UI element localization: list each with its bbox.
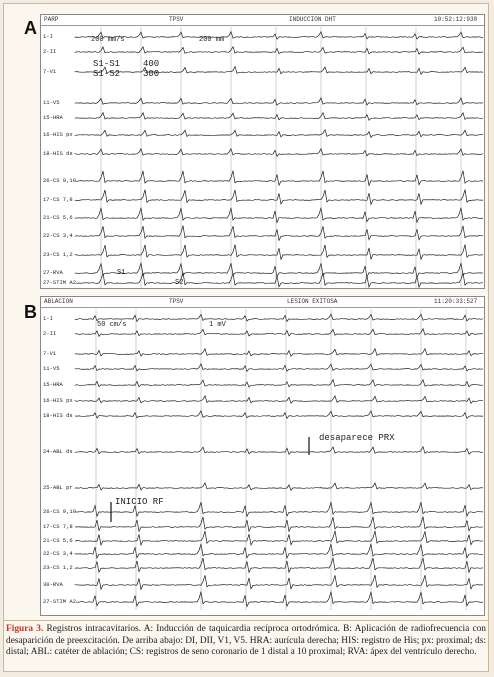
- panel-b-speed: 50 cm/s: [97, 321, 127, 329]
- lead-label: 27-RVA: [43, 269, 63, 276]
- lead-label: 11-V5: [43, 99, 60, 106]
- lead-label: 7-V1: [43, 350, 57, 357]
- panel-b-letter: B: [24, 302, 37, 322]
- lead-label: 15-HRA: [43, 114, 63, 121]
- panel-a-header-title: INDUCCION DHT: [289, 16, 336, 23]
- ecg-trace: [75, 314, 483, 321]
- lead-label: 7-V1: [43, 68, 57, 75]
- lead-label: 16-HIS px: [43, 397, 73, 404]
- lead-label: 18-HIS ds: [43, 150, 73, 157]
- lead-label: 17-CS 7,8: [43, 196, 73, 203]
- panel-a-header-mode: PARP: [44, 16, 59, 23]
- lead-label: 2-II: [43, 48, 57, 55]
- ecg-trace: [75, 190, 483, 205]
- panel-a-s1s1-value: 400: [143, 59, 160, 69]
- ecg-trace: [75, 208, 483, 223]
- lead-label: 22-CS 3,4: [43, 550, 73, 557]
- lead-label: 2-II: [43, 330, 57, 337]
- ecg-trace: [75, 380, 483, 388]
- lead-label: 25-ABL pr: [43, 484, 73, 491]
- lead-label: 23-CS 1,2: [43, 564, 73, 571]
- panel-a-s1s1-label: S1-S1: [93, 59, 121, 69]
- panel-a-traces: [41, 15, 485, 289]
- lead-label: 30-RVA: [43, 581, 63, 588]
- ecg-trace: [75, 558, 483, 573]
- lead-label: 23-CS 1,2: [43, 251, 73, 258]
- ecg-trace: [75, 32, 483, 39]
- panel-a-speed-2: 200 mm: [199, 36, 225, 44]
- ecg-trace: [75, 149, 483, 157]
- panel-b-header-mode: ABLACION: [44, 298, 73, 305]
- lead-label: 27-STIM A2: [43, 598, 77, 605]
- ecg-trace: [75, 245, 483, 260]
- lead-label: 21-CS 5,6: [43, 214, 73, 221]
- caption-text: Registros intracavitarios. A: Inducción de taquicardia recíproca ortodrómica. B: Aplicación de radiofrecuencia con desaparición de preexcitación. De arriba abajo: DI, DII, V1, V5. HRA: aurícula derecha; HIS: registro de His; px: proximal; ds: distal; ABL: catéter de ablación; CS: registros de seno coronario de 1 distal a 10 proximal; RVA: ápex del ventrículo derecho.: [6, 624, 486, 657]
- ecg-trace: [75, 483, 483, 490]
- panel-a-header-rhythm: TPSV: [169, 16, 184, 23]
- lead-label: 11-V5: [43, 365, 60, 372]
- ecg-trace: [75, 329, 483, 337]
- lead-label: 24-ABL ds: [43, 448, 73, 455]
- ecg-trace: [75, 273, 483, 288]
- panel-a-s1s2-value: 300: [143, 69, 160, 79]
- ecg-trace: [75, 396, 483, 404]
- ecg-trace: [75, 263, 483, 278]
- lead-label: 1-I: [43, 33, 53, 40]
- panel-a-letter: A: [24, 18, 37, 38]
- ecg-trace: [75, 113, 483, 121]
- caption-divider: [3, 620, 489, 621]
- panel-a-s2-marker: S2: [175, 279, 184, 287]
- ecg-trace: [75, 349, 483, 357]
- lead-label: 26-CS 9,10: [43, 177, 77, 184]
- lead-label: 27-STIM A2: [43, 279, 77, 286]
- lead-label: 16-HIS px: [43, 131, 73, 138]
- panel-b-header-time: 11:20:33:527: [434, 298, 478, 305]
- lead-label: 17-CS 7,8: [43, 523, 73, 530]
- lead-label: 15-HRA: [43, 381, 63, 388]
- figure-caption: [6, 624, 486, 659]
- ecg-trace: [75, 226, 483, 241]
- ecg-trace: [75, 47, 483, 55]
- caption-label: Figura 3.: [6, 624, 44, 634]
- ecg-trace: [75, 98, 483, 105]
- panel-b-header-title: LESION EXITOSA: [287, 298, 338, 305]
- ecg-trace: [75, 575, 483, 589]
- ecg-trace: [75, 447, 483, 455]
- panel-b-speed-2: 1 mV: [209, 321, 226, 329]
- ecg-trace: [75, 411, 483, 419]
- ecg-trace: [75, 171, 483, 186]
- ecg-trace: [75, 364, 483, 372]
- panel-a-recording: [40, 14, 485, 289]
- lead-label: 18-HIS ds: [43, 412, 73, 419]
- ecg-trace: [75, 67, 483, 75]
- lead-label: 1-I: [43, 315, 53, 322]
- panel-b-traces: [41, 297, 485, 616]
- lead-label: 21-CS 5,6: [43, 537, 73, 544]
- panel-a-header-time: 10:52:12:930: [434, 16, 478, 23]
- ecg-trace: [75, 531, 483, 545]
- ecg-trace: [75, 544, 483, 558]
- panel-b-header-rhythm: TPSV: [169, 298, 184, 305]
- panel-a-s1-marker: S1: [117, 269, 126, 277]
- panel-b-prx-note: desaparece PRX: [319, 433, 395, 443]
- ecg-trace: [75, 517, 483, 532]
- panel-a-s1s2-label: S1-S2: [93, 69, 121, 79]
- ecg-trace: [75, 592, 483, 607]
- panel-b-rf-start: INICIO RF: [115, 497, 164, 507]
- lead-label: 26-CS 9,10: [43, 508, 77, 515]
- ecg-trace: [75, 130, 483, 138]
- panel-b-recording: [40, 296, 485, 616]
- lead-label: 22-CS 3,4: [43, 232, 73, 239]
- panel-a-speed: 200 mm/s: [91, 36, 125, 44]
